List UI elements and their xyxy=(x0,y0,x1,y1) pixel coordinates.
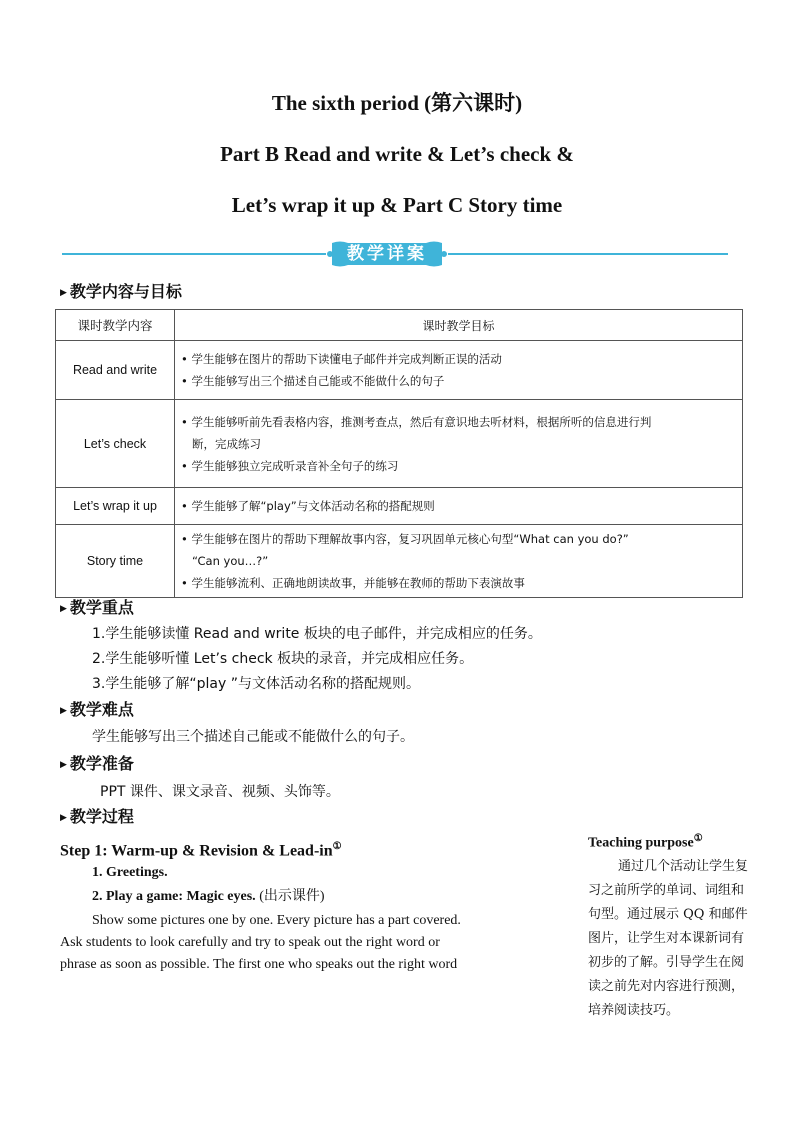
section-difficulties-label: 教学难点 xyxy=(69,700,134,719)
goal-line: 断，完成练习 xyxy=(181,436,261,451)
footnote-mark: ① xyxy=(693,833,703,844)
goal-line: • 学生能够在图片的帮助下理解故事内容，复习巩固单元核心句型“What can you do?” xyxy=(181,532,629,546)
section-preparation-label: 教学准备 xyxy=(69,754,134,773)
triangle-bullet-icon: ▶ xyxy=(60,288,67,298)
row-goals xyxy=(175,341,743,400)
key-point-2: 2.学生能够听懂 Let’s check 板块的录音，并完成相应任务。 xyxy=(92,651,474,667)
page-title: The sixth period (第六课时) xyxy=(271,91,523,115)
row-content: Let’s wrap it up xyxy=(56,488,175,525)
sidebar-title-text: Teaching purpose xyxy=(588,835,694,851)
key-point-1: 1.学生能够读懂 Read and write 板块的电子邮件，并完成相应的任务。 xyxy=(92,626,542,642)
step1-title-text: Step 1: Warm-up & Revision & Lead-in xyxy=(60,842,333,860)
step1-body-line2: Ask students to look carefully and try to speak out the right word or xyxy=(60,935,440,950)
page-subtitle-line1: Part B Read and write & Let’s check & xyxy=(220,142,574,166)
triangle-bullet-icon: ▶ xyxy=(60,813,67,823)
difficulty-text: 学生能够写出三个描述自己能或不能做什么的句子。 xyxy=(92,729,414,745)
goal-line: • 学生能够听前先看表格内容，推测考查点，然后有意识地去听材料，根据所听的信息进行判 xyxy=(181,414,652,429)
row-goals xyxy=(175,525,743,598)
sidebar-body xyxy=(588,855,758,1023)
sidebar-line: 句型。通过展示 QQ 和邮件 xyxy=(588,907,748,922)
goal-line: • 学生能够写出三个描述自己能或不能做什么的句子 xyxy=(181,374,445,388)
table-row xyxy=(56,488,743,525)
step1-body-line1: Show some pictures one by one. Every picture has a part covered. xyxy=(92,913,461,928)
goals-header-content: 课时教学内容 xyxy=(56,310,175,341)
sidebar-line: 培养阅读技巧。 xyxy=(588,1003,680,1018)
goals-table-header xyxy=(56,310,743,341)
triangle-bullet-icon: ▶ xyxy=(60,604,67,614)
section-preparation xyxy=(60,754,134,775)
goal-line: • 学生能够独立完成听录音补全句子的练习 xyxy=(181,458,399,473)
section-key-points xyxy=(60,598,134,619)
sidebar-line: 初步的了解。引导学生在阅 xyxy=(588,955,745,970)
row-goals xyxy=(175,488,743,525)
step1-sub2 xyxy=(92,887,325,907)
goals-header-goals: 课时教学目标 xyxy=(175,310,743,341)
key-point-3: 3.学生能够了解“play ”与文体活动名称的搭配规则。 xyxy=(92,676,420,692)
banner-label: 教学详案 xyxy=(347,244,427,264)
sidebar-line: 通过几个活动让学生复 xyxy=(618,859,749,874)
step1-sub2-note: (出示课件) xyxy=(255,889,325,904)
preparation-text: PPT 课件、课文录音、视频、头饰等。 xyxy=(100,784,340,800)
triangle-bullet-icon: ▶ xyxy=(60,706,67,716)
table-row xyxy=(56,525,743,598)
sidebar-title xyxy=(588,833,703,852)
banner-rule-right xyxy=(448,253,728,255)
goal-line: “Can you…?” xyxy=(181,554,269,568)
section-content-goals xyxy=(60,282,182,303)
row-content: Story time xyxy=(56,525,175,598)
page-subtitle-line2: Let’s wrap it up & Part C Story time xyxy=(231,193,563,217)
section-process-label: 教学过程 xyxy=(69,807,134,826)
goal-line: • 学生能够流利、正确地朗读故事，并能够在教师的帮助下表演故事 xyxy=(181,576,525,590)
banner-badge xyxy=(326,240,448,268)
step1-body-line3: phrase as soon as possible. The first one who speaks out the right word xyxy=(60,957,458,972)
section-process xyxy=(60,807,134,828)
sidebar-line: 习之前所学的单词、词组和 xyxy=(588,883,745,898)
row-content: Let’s check xyxy=(56,400,175,488)
sidebar-line: 读之前先对内容进行预测， xyxy=(588,979,745,994)
section-key-points-label: 教学重点 xyxy=(69,598,134,617)
step1-sub1: 1. Greetings. xyxy=(92,865,168,880)
section-difficulties xyxy=(60,700,134,721)
sidebar-line: 图片，让学生对本课新词有 xyxy=(588,931,745,946)
row-content: Read and write xyxy=(56,341,175,400)
step1-title xyxy=(60,837,342,861)
footnote-mark: ① xyxy=(332,841,342,852)
goals-table xyxy=(55,309,743,598)
triangle-bullet-icon: ▶ xyxy=(60,760,67,770)
section-content-goals-label: 教学内容与目标 xyxy=(69,282,182,301)
banner-rule-left xyxy=(62,253,326,255)
table-row xyxy=(56,400,743,488)
goal-line: • 学生能够了解“play”与文体活动名称的搭配规则 xyxy=(181,499,435,513)
table-row xyxy=(56,341,743,400)
row-goals xyxy=(175,400,743,488)
step1-sub2-text: 2. Play a game: Magic eyes. xyxy=(92,889,256,904)
goal-line: • 学生能够在图片的帮助下读懂电子邮件并完成判断正误的活动 xyxy=(181,352,502,366)
